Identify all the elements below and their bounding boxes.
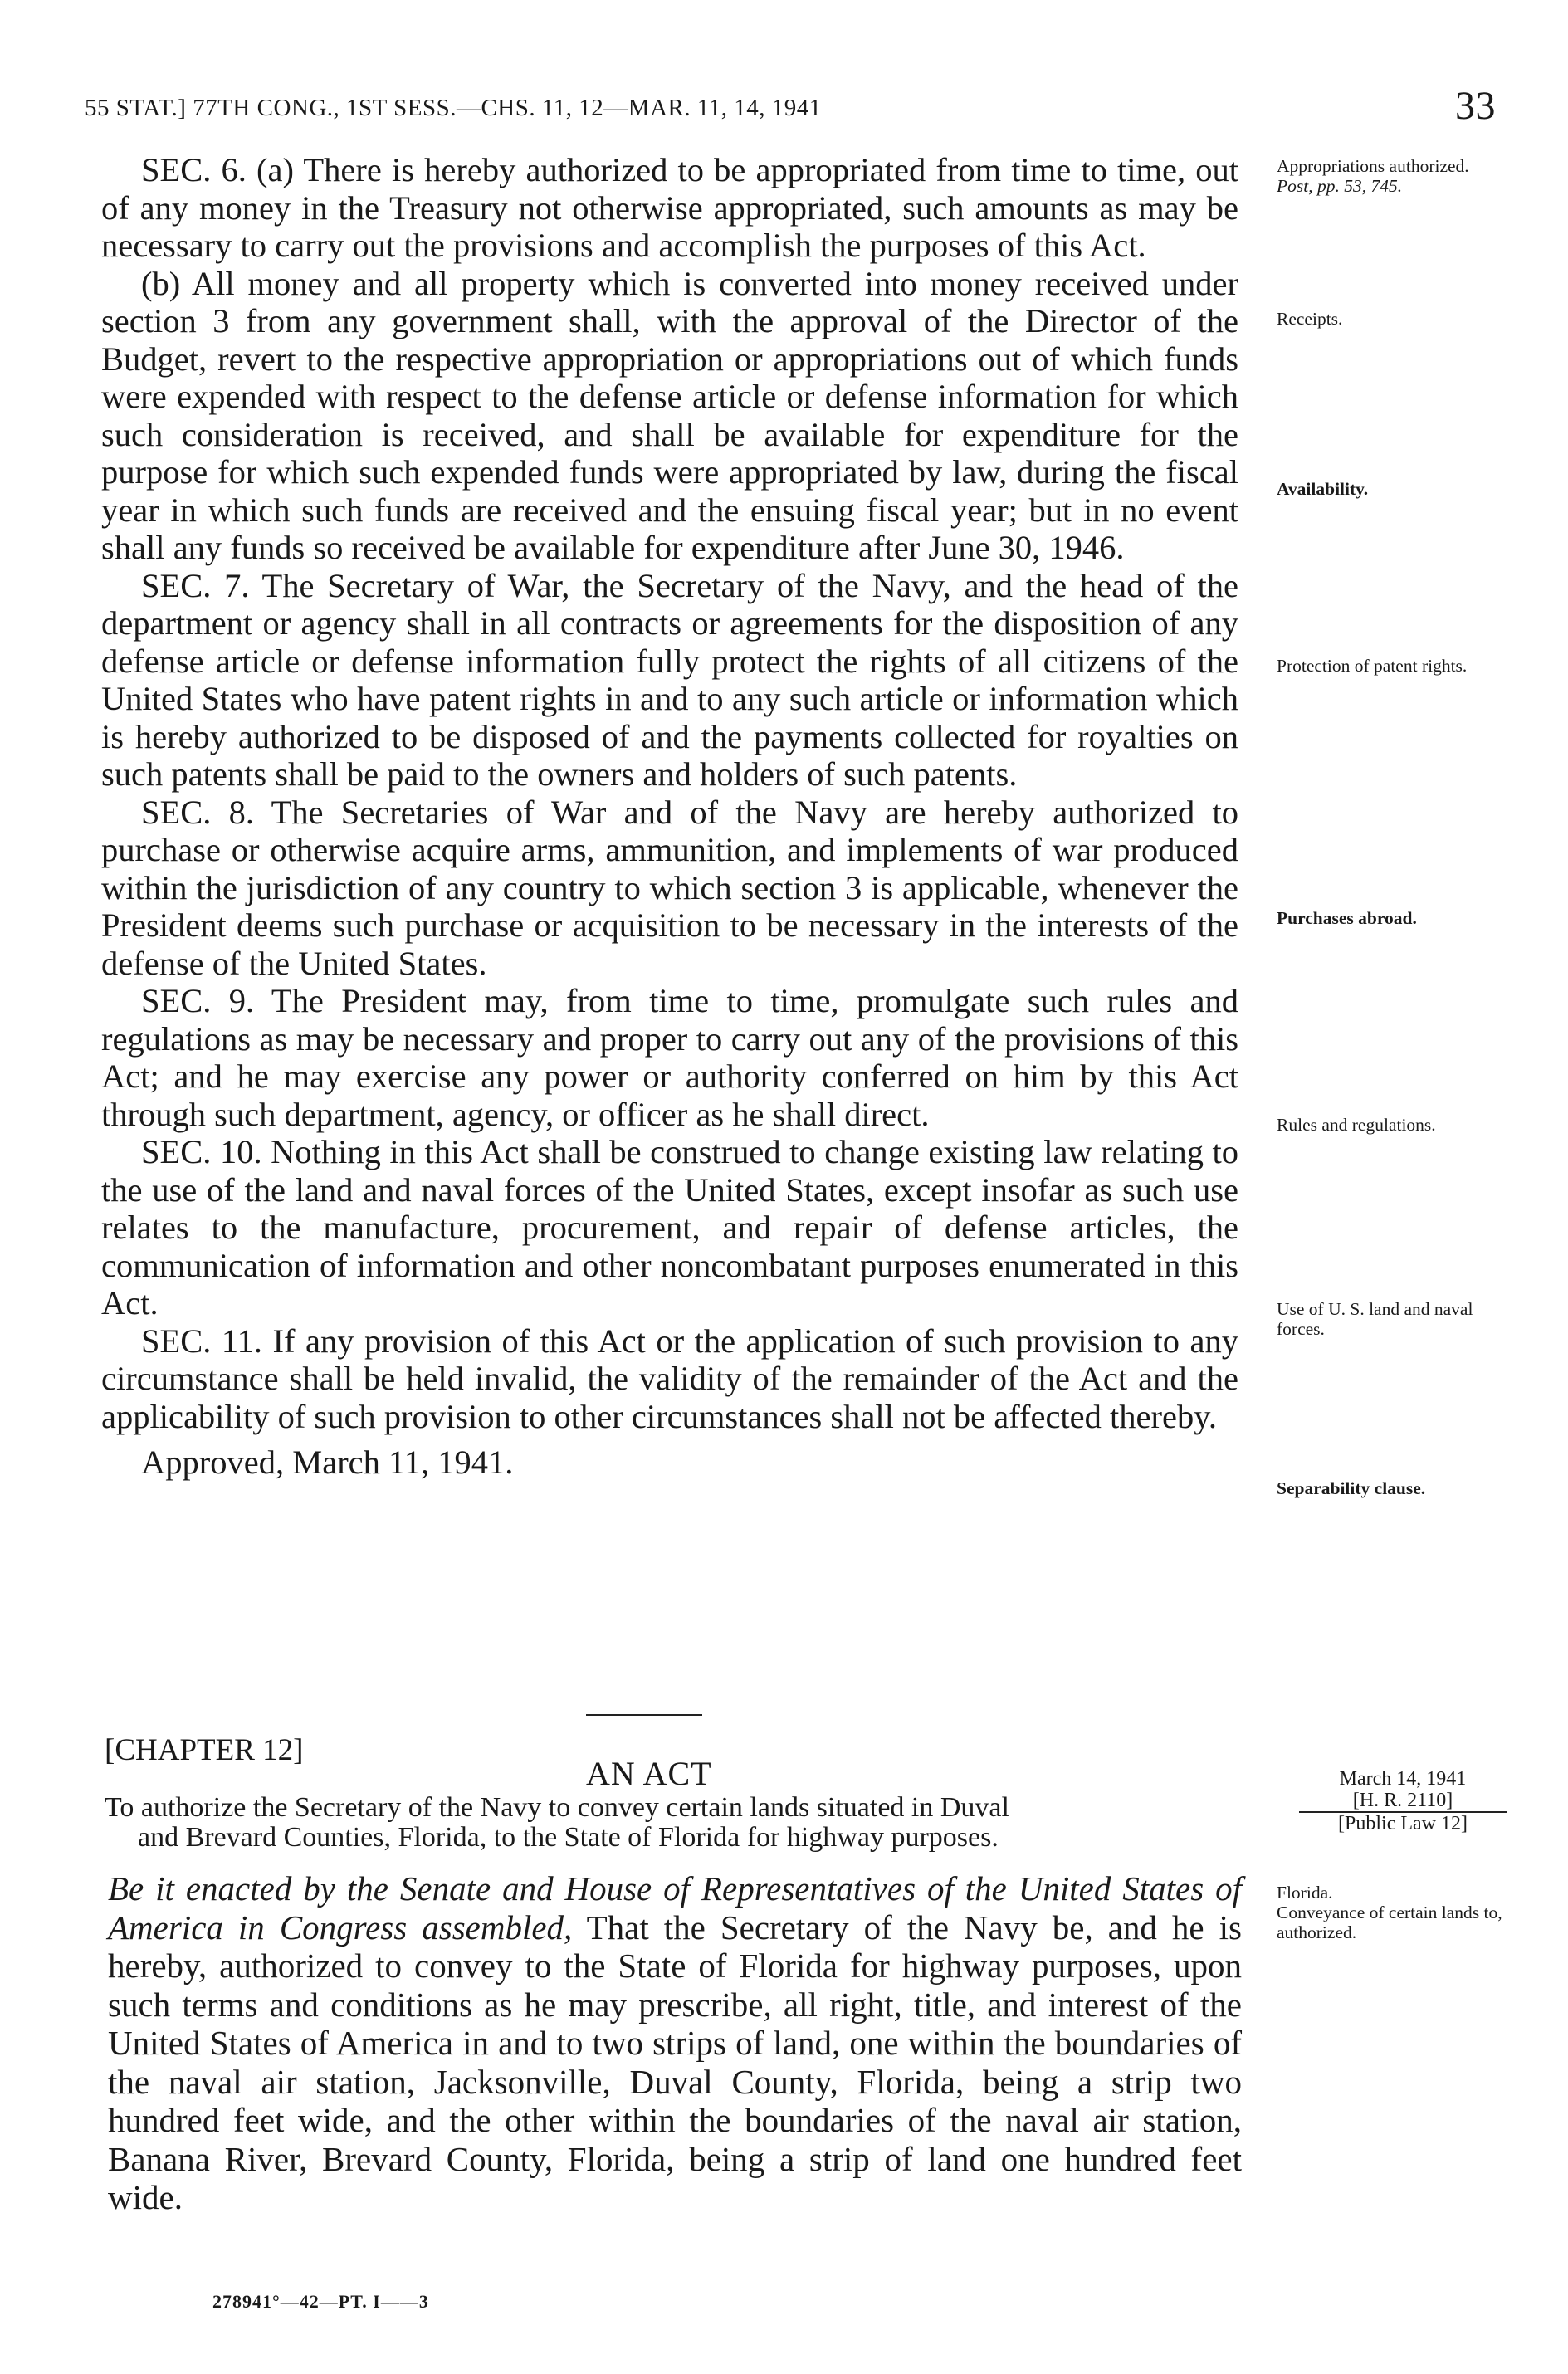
margin-note-purchases: Purchases abroad. [1277,908,1417,928]
act-heading: AN ACT [586,1755,712,1792]
margin-note-rules: Rules and regulations. [1277,1115,1436,1135]
act-date-block [1295,1768,1511,1834]
section-6a: SEC. 6. (a) There is hereby authorized to be appropriated from time to time, out of any money in the Treasury not otherwise appropriated, such amounts as may be necessary to carry out the provisions and accomplish the purposes of this Act. [101,151,1238,264]
margin-note-florida: Florida. Conveyance of certain lands to, authorized. [1277,1883,1502,1942]
margin-note-separability: Separability clause. [1277,1478,1426,1498]
act-title: To authorize the Secretary of the Navy to convey certain lands situated in Duval and Brevard Counties, Florida, to the State of Florida for highway purposes. [105,1792,1009,1853]
margin-note-forces: Use of U. S. land and naval forces. [1277,1299,1473,1339]
enacting-body: That the Secretary of the Navy be, and he is hereby, authorized to convey to the State of Florida for highway purposes, upon such terms and conditions as he may prescribe, all right, title, and interest of the United States of America in and to two strips of land, one within the boundaries of the naval air station, Jacksonville, Duval County, Florida, being a strip two hundred feet wide, and the other within the boundaries of the naval air station, Banana River, Brevard County, Florida, being a strip of land one hundred feet wide. [108,1908,1243,2216]
section-divider [586,1714,702,1716]
bill-number: [H. R. 2110] [1299,1790,1507,1813]
print-signature: 278941°—42—PT. I——3 [212,2291,429,2312]
section-7: SEC. 7. The Secretary of War, the Secretary of the Navy, and the head of the department or agency shall in all contracts or agreements for the disposition of any defense article or defense information fully protect the rights of all citizens of the United States who have patent rights in and to any such article or information which is hereby authorized to be disposed of and the payments collected for royalties on such patents shall be paid to the owners and holders of such patents. [101,566,1238,793]
section-10: SEC. 10. Nothing in this Act shall be construed to change existing law relating to the use of the land and naval forces of the United States, except insofar as such use relates to the manufacture, procurement, and repair of defense articles, the communication of information and other noncombatant purposes enumerated in this Act. [101,1133,1238,1321]
chapter-label: [CHAPTER 12] [105,1733,304,1767]
act-date: March 14, 1941 [1339,1768,1467,1790]
public-law: [Public Law 12] [1338,1813,1468,1834]
margin-note-availability: Availability. [1277,479,1369,499]
section-9: SEC. 9. The President may, from time to time, promulgate such rules and regulations as may be necessary and proper to carry out any of the provisions of this Act; and he may exercise any power or authority conferred on him by this Act through such department, agency, or officer as he shall direct. [101,982,1238,1133]
section-8: SEC. 8. The Secretaries of War and of the Navy are hereby authorized to purchase or otherwise acquire arms, ammunition, and implements of war produced within the jurisdiction of any country to which section 3 is applicable, whenever the President deems such purchase or acquisition to be necessary in the interests of the defense of the United States. [101,793,1238,982]
header-citation: 55 STAT.] 77TH CONG., 1ST SESS.—CHS. 11, 12—MAR. 11, 14, 1941 [85,95,822,121]
section-11: SEC. 11. If any provision of this Act or the application of such provision to any circumstance shall be held invalid, the validity of the remainder of the Act and the applicability of such provision to other circumstances shall not be affected thereby. [101,1321,1238,1435]
running-header [85,83,1496,133]
margin-note-appropriations: Appropriations authorized. Post, pp. 53, 745. [1277,156,1469,196]
margin-note-patent: Protection of patent rights. [1277,656,1468,676]
approval-line: Approved, March 11, 1941. [141,1443,514,1481]
margin-note-receipts: Receipts. [1277,309,1343,329]
sections-body [101,151,1238,1482]
page-number: 33 [1455,84,1496,128]
enacting-clause [108,1869,1242,2217]
section-6b: (b) All money and all property which is converted into money received under section 3 from any government shall, with the approval of the Director of the Budget, revert to the respective appropriation or appropriations out of which funds were expended with respect to the defense article or defense information for which such consideration is received, and shall be available for expenditure for the purpose for which such expended funds were appropriated by law, during the fiscal year in which such funds are received and the ensuing fiscal year; but in no event shall any funds so received be available for expenditure after June 30, 1946. [101,264,1238,566]
enacting-formula: Be it enacted by the Senate and House of Representatives of the United States of America in Congress assembled, [108,1869,1242,1947]
